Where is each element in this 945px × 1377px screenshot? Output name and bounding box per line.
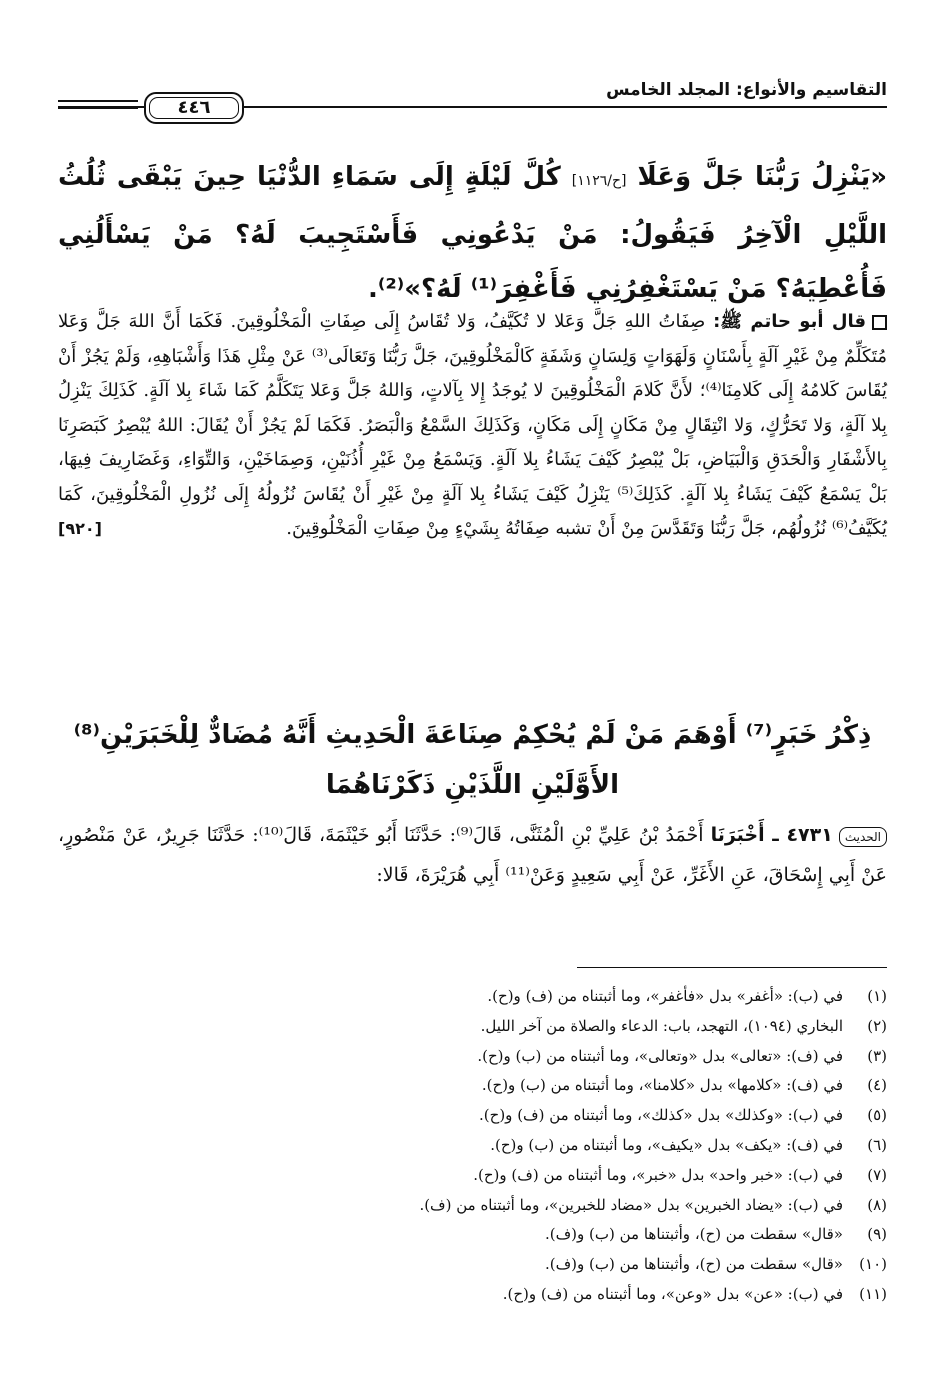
footnote [58, 1220, 887, 1250]
footnote-text: في (ب): «وكذلك» بدل «كذلك»، وما أثبتناه من (ف) و(ح). [479, 1106, 843, 1125]
footnote-text: في (ب): «يضاد الخبرين» بدل «مضاد للخبرين»، وما أثبتناه من (ف). [419, 1195, 843, 1214]
footnote [58, 1191, 887, 1221]
commentary-lead: قال أبو حاتم ﷺ: [713, 311, 866, 332]
footnote-number: (٤) [867, 1076, 887, 1095]
hadith-badge: الحديث [839, 827, 887, 847]
footnote [58, 982, 887, 1012]
isnad-chain [58, 815, 887, 895]
hadith-part-2: كُلَّ لَيْلَةٍ إِلَى سَمَاءِ الدُّنْيَا حِينَ يَبْقَى ثُلُثُ اللَّيْلِ الْآخِرُ فَيَقُولُ: مَنْ يَدْعُونِي فَأَسْتَجِيبَ لَهُ؟ مَنْ يَسْأَلُنِي فَأُعْطِيَهُ؟ مَنْ يَسْتَغْفِرُنِي فَأَغْفِرَ⁽¹⁾ لَهُ؟»⁽²⁾. [58, 162, 887, 304]
header-title: التقاسيم والأنواع: المجلد الخامس [606, 80, 887, 100]
footnote-number: (٢) [867, 1016, 887, 1035]
footnote-text: في (ف): «تعالى» بدل «وتعالى»، وما أثبتناه من (ب) و(ح). [477, 1046, 843, 1065]
section-title: ذِكْرُ خَبَرٍ⁽⁷⁾ أَوْهَمَ مَنْ لَمْ يُحْكِمْ صِنَاعَةَ الْحَدِيثِ أَنَّهُ مُضَادٌّ لِلْخَبَرَيْنِ⁽⁸⁾ الأَوَّلَيْنِ اللَّذَيْنِ ذَكَرْنَاهُمَا [73, 720, 872, 800]
footnote [58, 1101, 887, 1131]
footnote [58, 1012, 887, 1042]
hadith-text [58, 150, 887, 316]
page-header [58, 80, 887, 132]
footnote-number: (١١) [859, 1284, 887, 1303]
footnote-text: في (ف): «كلامها» بدل «كلامنا»، وما أثبتناه من (ب) و(ح). [481, 1076, 843, 1095]
footnote-number: (١) [867, 987, 887, 1005]
footnote [58, 1250, 887, 1280]
footnote-number: (٨) [867, 1195, 887, 1214]
footnote-rule [577, 967, 887, 968]
hadith-number: ٤٧٣١ ـ أَخْبَرَنَا [710, 824, 833, 846]
chain-body: أَحْمَدُ بْنُ عَلِيِّ بْنِ الْمُثَنَّى، قَالَ⁽⁹⁾: حَدَّثَنَا أَبُو خَيْثَمَةَ، قَالَ⁽¹⁰⁾: حَدَّثَنَا جَرِيرٌ، عَنْ مَنْصُورٍ، عَنْ أَبِي إِسْحَاقَ، عَنِ الأَغَرِّ، عَنْ أَبِي سَعِيدٍ وَعَنْ⁽¹¹⁾ أَبِي هُرَيْرَةَ، قَالا: [58, 824, 887, 886]
footnote-text: في (ب): «خبر واحد» بدل «خبر»، وما أثبتناه من (ف) و(ح). [473, 1165, 843, 1184]
footnote-number: (٦) [867, 1135, 887, 1154]
footnote-number: (٧) [867, 1165, 887, 1184]
footnotes-list [58, 982, 887, 1310]
footnote [58, 1131, 887, 1161]
commentary-number: [٩٢٠] [58, 519, 102, 538]
footnote-text: «قال» سقطت من (ح)، وأثبتناها من (ب) و(ف). [544, 1255, 843, 1274]
footnote [58, 1071, 887, 1101]
footnote-text: في (ب): «عن» بدل «وعن»، وما أثبتناه من (ف) و(ح). [502, 1284, 843, 1303]
header-ornament [58, 100, 138, 114]
footnote [58, 1280, 887, 1310]
page-number: ٤٤٦ [144, 92, 244, 124]
hadith-part-1: «يَنْزِلُ رَبُّنَا جَلَّ وَعَلَا [626, 162, 888, 192]
footnote-number: (١٠) [859, 1255, 887, 1274]
footnote-text: في (ب): «أغفر» بدل «فأغفر»، وما أثبتناه من (ف) و(ح). [487, 987, 843, 1005]
footnote-text: في (ف): «يكف» بدل «يكيف»، وما أثبتناه من (ب) و(ح). [490, 1135, 843, 1154]
book-page [58, 70, 887, 1347]
footnote-text: البخاري (١٠٩٤)، التهجد، باب: الدعاء والصلاة من آخر الليل. [480, 1016, 843, 1035]
footnote-number: (٩) [867, 1225, 887, 1244]
hadith-ref: [ح/١١٢٦] [571, 173, 627, 189]
footnote-text: «قال» سقطت من (ح)، وأثبتناها من (ب) و(ف). [544, 1225, 843, 1244]
footnote-number: (٣) [867, 1046, 887, 1065]
commentary-body: صِفَاتُ اللهِ جَلَّ وَعَلا لا تُكَيَّفُ، وَلا تُقَاسُ إِلَى صِفَاتِ الْمَخْلُوقِينَ. فَكَمَا أَنَّ اللهَ جَلَّ وَعَلا مُتَكَلِّمٌ مِنْ غَيْرِ آلَةٍ بِأَسْنَانٍ وَلَهَوَاتٍ وَلِسَانٍ وَشَفَةٍ كَالْمَخْلُوقِينَ، جَلَّ رَبُّنَا وَتَعَالَى⁽³⁾ عَنْ مِثْلِ هَذَا وَأَشْبَاهِهِ، وَلَمْ يَجُزْ أَنْ يُقَاسَ كَلامُهُ إِلَى كَلامِنَا⁽⁴⁾؛ لأَنَّ كَلامَ الْمَخْلُوقِينَ لا يُوجَدُ إِلا بِآلاتٍ، وَاللهُ جَلَّ وَعَلا يَتَكَلَّمُ كَمَا شَاءَ بِلا آلَةٍ. كَذَلِكَ يَنْزِلُ بِلا آلَةٍ، وَلا تَحَرُّكٍ، وَلا انْتِقَالٍ مِنْ مَكَانٍ إِلَى مَكَانٍ، وَكَذَلِكَ السَّمْعُ وَالْبَصَرُ. فَكَمَا لَمْ يَجُزْ أَنْ يُقَالَ: اللهُ يُبْصِرُ كَبَصَرِنَا بِالأَشْفَارِ وَالْحَدَقِ وَالْبَيَاضِ، بَلْ يُبْصِرُ كَيْفَ يَشَاءُ بِلا آلَةٍ. وَيَسْمَعُ مِنْ غَيْرِ أُذُنَيْنِ، وَصِمَاخَيْنِ، وَالتِّوَاءِ، وَغَضَارِيفَ فِيهَا، بَلْ يَسْمَعُ كَيْفَ يَشَاءُ بِلا آلَةٍ. كَذَلِكَ⁽⁵⁾ يَنْزِلُ كَيْفَ يَشَاءُ بِلا آلَةٍ مِنْ غَيْرِ أَنْ يُقَاسَ نُزُولُهُ إِلَى نُزُولِ الْمَخْلُوقِينَ، كَمَا يُكَيَّفُ⁽⁶⁾ نُزُولُهُم، جَلَّ رَبُّنَا وَتَقَدَّسَ مِنْ أَنْ تشبه صِفَاتُهُ بِشَيْءٍ مِنْ صِفَاتِ الْمَخْلُوقِينَ. [58, 311, 888, 539]
commentary [58, 305, 887, 547]
square-marker-icon [872, 315, 887, 330]
footnote [58, 1161, 887, 1191]
footnote [58, 1042, 887, 1072]
footnote-number: (٥) [867, 1106, 887, 1125]
